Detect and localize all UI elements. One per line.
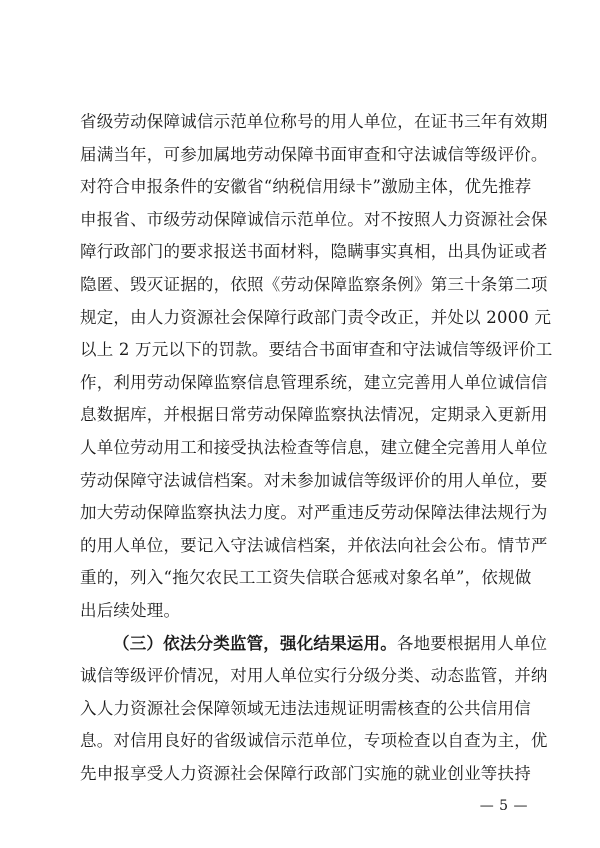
text-line: 息数据库，并根据日常劳动保障监察执法情况，定期录入更新用	[80, 405, 548, 425]
text-line: 对符合申报条件的安徽省“纳税信用绿卡”激励主体，优先推荐	[80, 177, 532, 197]
text-line: 届满当年，可参加属地劳动保障书面审查和守法诚信等级评价。	[80, 144, 548, 164]
text-line: 规定，由人力资源社会保障行政部门责令改正，并处以 2000 元	[80, 307, 552, 327]
text-line: 的用人单位，要记入守法诚信档案，并依法向社会公布。情节严	[80, 535, 548, 555]
text-line: 申报省、市级劳动保障诚信示范单位。对不按照人力资源社会保	[80, 209, 548, 229]
text-line: 入人力资源社会保障领域无违法违规证明需核查的公共信用信	[80, 698, 531, 718]
text-line: 作，利用劳动保障监察信息管理系统，建立完善用人单位诚信信	[80, 372, 548, 392]
section-first-line	[80, 628, 548, 661]
text-line: 先申报享受人力资源社会保障行政部门实施的就业创业等扶持	[80, 763, 531, 783]
section-heading: （三）依法分类监管，强化结果运用。	[113, 633, 397, 653]
section-first-line-text: 各地要根据用人单位	[396, 633, 548, 653]
body-text	[80, 106, 553, 790]
text-line: 重的，列入“拖欠农民工工资失信联合惩戒对象名单”，依规做	[80, 568, 532, 588]
text-line: 诚信等级评价情况，对用人单位实行分级分类、动态监管，并纳	[80, 666, 548, 686]
text-line: 省级劳动保障诚信示范单位称号的用人单位，在证书三年有效期	[80, 112, 548, 131]
text-line: 劳动保障守法诚信档案。对未参加诚信等级评价的用人单位，要	[80, 470, 548, 490]
text-line: 隐匿、毁灭证据的，依照《劳动保障监察条例》第三十条第二项	[80, 274, 548, 294]
text-line: 人单位劳动用工和接受执法检查等信息，建立健全完善用人单位	[80, 437, 548, 457]
text-line: 以上 2 万元以下的罚款。要结合书面审查和守法诚信等级评价工	[80, 340, 553, 360]
text-line: 出后续处理。	[80, 600, 181, 620]
text-line: 加大劳动保障监察执法力度。对严重违反劳动保障法律法规行为	[80, 503, 548, 523]
text-line: 障行政部门的要求报送书面材料，隐瞒事实真相，出具伪证或者	[80, 242, 548, 262]
text-line: 息。对信用良好的省级诚信示范单位，专项检查以自查为主，优	[80, 731, 548, 751]
page-number: — 5 —	[479, 798, 528, 814]
